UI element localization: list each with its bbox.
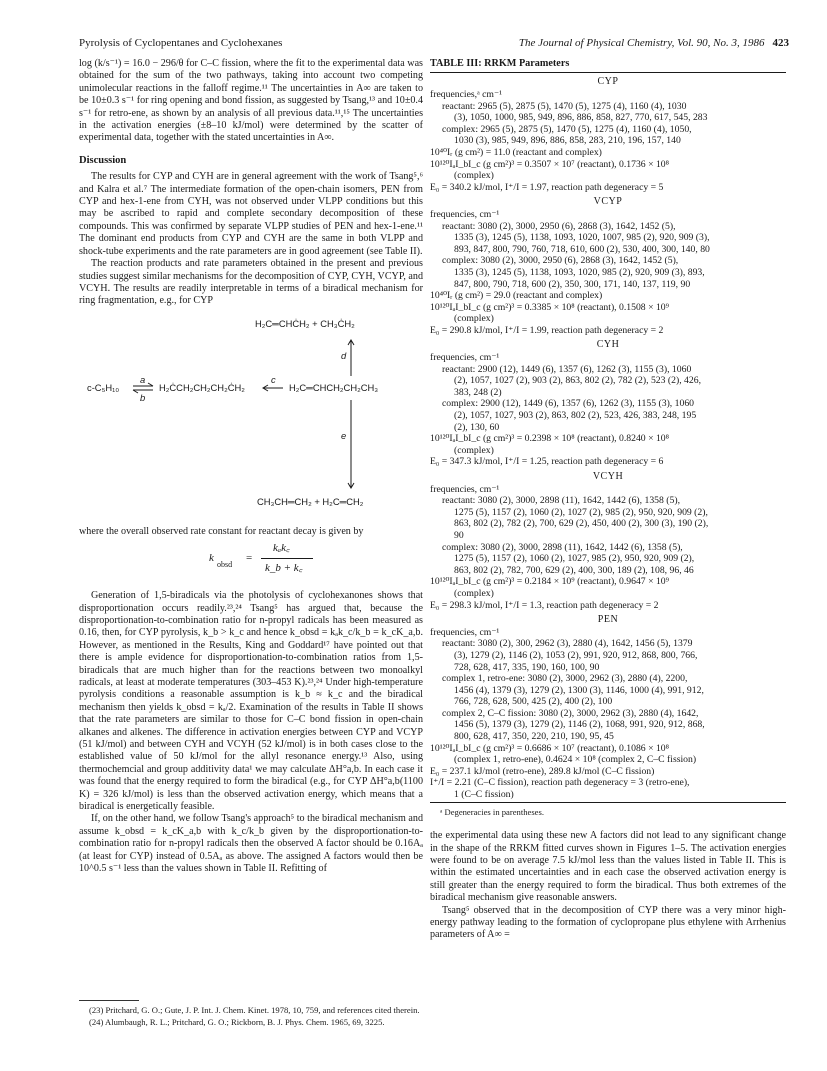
table-row: 1456 (5), 1379 (3), 1279 (2), 1146 (2), 1068, 991, 920, 912, 868,: [454, 719, 705, 731]
table-section-heading: VCYP: [593, 196, 623, 208]
reference-24: (24) Alumbaugh, R. L.; Pritchard, G. O.; Rickborn, B. J. Phys. Chem. 1965, 69, 3225.: [89, 1017, 385, 1028]
table-bottom-rule: [430, 802, 786, 803]
table-row: reactant: 2965 (5), 2875 (5), 1470 (5), 1275 (4), 1160 (4), 1030: [442, 100, 687, 112]
equation-denominator: k_b + k꜀: [265, 562, 303, 575]
table-row: 766, 728, 628, 500, 425 (2), 400 (2), 100: [454, 696, 613, 708]
running-header-title: Pyrolysis of Cyclopentanes and Cyclohexanes: [79, 37, 283, 49]
left-column: [79, 58, 423, 875]
table-row: (complex 1, retro-ene), 0.4624 × 10⁸ (complex 2, C–C fission): [454, 754, 697, 766]
reaction-arrows: [79, 312, 423, 524]
table-row: frequencies,ᵃ cm⁻¹: [430, 89, 502, 100]
table-row: complex 2, C–C fission: 3080 (2), 3000, 2962 (3), 2880 (4), 1642,: [442, 707, 699, 719]
journal-citation: The Journal of Physical Chemistry, Vol. 90, No. 3, 1986: [518, 37, 765, 49]
table-row: complex: 2900 (12), 1449 (6), 1357 (6), 1262 (3), 1155 (3), 1060: [442, 398, 695, 410]
table-section-heading: CYH: [596, 339, 620, 351]
table-row: 893, 847, 800, 790, 760, 718, 610, 600 (2), 530, 400, 300, 140, 80: [454, 243, 710, 255]
paragraph: the experimental data using these new A factors did not lead to any significant change in the shape of the RRKM fitted curves shown in Figures 1–5. The activation energies were found to be on average 7.5 kJ/mol less than the values listed in Table II. This is within the estimated uncertainties and in each case the observed activation energy is still greater than the energy required to form the biradical. Thus both extremes of the biradical mechanism give reasonable answers.: [430, 830, 786, 904]
table-row: 863, 802 (2), 782, 700, 629 (2), 400, 300, 189 (2), 108, 96, 46: [454, 564, 694, 576]
table-row: 10¹²⁰IₐI_bI_c (g cm²)³ = 0.3385 × 10⁸ (reactant), 0.1508 × 10⁹: [430, 301, 670, 313]
section-heading-discussion: Discussion: [79, 154, 127, 166]
scheme-label-c: c: [271, 373, 276, 385]
equation-numerator: kₐk꜀: [273, 542, 290, 555]
table-row: (complex): [454, 313, 494, 325]
scheme-label-d: d: [341, 349, 347, 361]
table-row: (complex): [454, 587, 494, 599]
scheme-label-b: b: [140, 391, 146, 403]
table-row: E₀ = 298.3 kJ/mol, I⁺/I = 1.3, reaction path degeneracy = 2: [430, 599, 659, 611]
table-row: 90: [454, 529, 464, 541]
table-row: 10¹²⁰IₐI_bI_c (g cm²)³ = 0.2398 × 10⁸ (reactant), 0.8240 × 10⁸: [430, 433, 670, 445]
paragraph: Tsang⁵ observed that in the decomposition of CYP there was a very minor high-energy pathway leading to the formation of cyclopropane plus ethylene with Arrhenius parameters of A∞ =: [430, 904, 786, 941]
scheme-biradical: H₂ĊCH₂CH₂CH₂ĊH₂: [159, 381, 245, 393]
scheme-label-a: a: [140, 373, 146, 385]
table-row: E₀ = 340.2 kJ/mol, I⁺/I = 1.97, reaction path degeneracy = 5: [430, 181, 664, 193]
paragraph: where the overall observed rate constant for reactant decay is given by: [79, 525, 364, 537]
table-row: reactant: 3080 (2), 300, 2962 (3), 2880 (4), 1642, 1456 (5), 1379: [442, 638, 693, 650]
table-row: 10⁴⁰Iᵣ (g cm²) = 11.0 (reactant and complex): [430, 146, 602, 158]
equation-lhs-subscript: obsd: [217, 560, 233, 570]
reference-23: (23) Pritchard, G. O.; Gute, J. P. Int. J. Chem. Kinet. 1978, 10, 759, and references cited therein.: [89, 1005, 420, 1015]
paragraph: log (k/s⁻¹) = 16.0 − 296/θ for C–C fission, where the fit to the experimental data was obtained for the sum of the two pathways, taking into account two competing unimolecular reactions in the falloff regime.¹¹ The uncertainties in A∞ are taken to be 10±0.3 s⁻¹ for ring opening and bond fission, as suggested by Tsang,¹³ and 10±0.4 s⁻¹ for retro-ene, as shown by an analysis of all previous data.¹¹,¹⁵ The uncertainties in the activation energies (±8–10 kJ/mol) were determined by the scatter of experimental data, together with the stated uncertainties in A∞.: [79, 58, 423, 144]
paragraph: If, on the other hand, we follow Tsang's approach⁵ to the biradical mechanism and assume k_obsd = k_cK_a,b with k_c/k_b given by the disproportionation-to-combination ratio for n-propyl radicals then the observed A factor should be 0.16Aₐ (at least for CYP) instead of 0.5Aₐ as above. The assigned A factors would then be 10^0.5 s⁻¹ less than the values shown in Table II. Refitting of: [79, 813, 423, 875]
table-row: 1275 (5), 1157 (2), 1060 (2), 1027, 985 (2), 950, 920, 909 (2),: [454, 553, 695, 565]
paragraph: The results for CYP and CYH are in general agreement with the work of Tsang⁵,⁶ and Kalra et al.⁷ The intermediate formation of the open-chain isomers, PEN from CYP and hex-1-ene from CYH, was not observed under VLPP conditions but this may be ascribed to rapid and complete secondary decomposition of these compounds. This was confirmed by separate VLPP studies of PEN and hex-1-ene.¹¹ The dominant end products from CYP and CYH are the same in both VLPP and shock-tube experiments and the rate parameters are in good agreement (see Table II).: [79, 171, 423, 257]
table-row: (complex): [454, 170, 494, 182]
table-row: 1275 (5), 1157 (2), 1060 (2), 1027 (2), 985 (2), 950, 920, 909 (2),: [454, 506, 708, 518]
table-section-heading: VCYH: [592, 471, 624, 482]
scheme-bottom-products: CH₃CH═CH₂ + H₂C═CH₂: [257, 495, 364, 507]
table-row: (2), 130, 60: [454, 421, 500, 433]
table-row: 10¹²⁰IₐI_bI_c (g cm²)³ = 0.2184 × 10⁹ (reactant), 0.9647 × 10⁹: [430, 576, 670, 588]
table-row: I⁺/I = 2.21 (C–C fission), reaction path degeneracy = 3 (retro-ene),: [430, 777, 690, 789]
running-header-journal: [519, 37, 789, 49]
table-row: complex: 3080 (2), 3000, 2898 (11), 1642, 1442 (6), 1358 (5),: [442, 541, 683, 553]
table-row: 863, 802 (2), 782 (2), 700, 629 (2), 450, 400 (2), 300 (3), 190 (2),: [454, 518, 709, 530]
table-row: (complex): [454, 444, 494, 456]
fraction-bar: [261, 558, 313, 559]
table-row: 1456 (4), 1379 (3), 1279 (2), 1300 (3), 1146, 1000 (4), 991, 912,: [454, 684, 704, 696]
table-row: complex: 2965 (5), 2875 (5), 1470 (5), 1275 (4), 1160 (4), 1050,: [442, 123, 692, 135]
table-row: 383, 248 (2): [454, 386, 502, 398]
table-row: reactant: 2900 (12), 1449 (6), 1357 (6), 1262 (3), 1155 (3), 1060: [442, 363, 692, 375]
table-row: (3), 1050, 1000, 985, 949, 896, 886, 858, 827, 770, 617, 545, 283: [454, 112, 708, 124]
scheme-top-products: H₂C═CHĊH₂ + CH₃ĊH₂: [255, 317, 355, 329]
table-row: 10¹²⁰IₐI_bI_c (g cm²)³ = 0.6686 × 10⁷ (reactant), 0.1086 × 10⁸: [430, 742, 670, 754]
scheme-label-e: e: [341, 429, 347, 441]
table-row: E₀ = 237.1 kJ/mol (retro-ene), 289.8 kJ/mol (C–C fission): [430, 765, 655, 777]
scheme-pentene: H₂C═CHCH₂CH₂CH₃: [289, 381, 379, 393]
table-row: complex 1, retro-ene: 3080 (2), 3000, 2962 (3), 2880 (4), 2200,: [442, 673, 688, 685]
table-row: 1030 (3), 985, 949, 896, 886, 858, 283, 210, 196, 157, 140: [454, 135, 681, 147]
table-row: frequencies, cm⁻¹: [430, 208, 500, 220]
table-row: E₀ = 290.8 kJ/mol, I⁺/I = 1.99, reaction path degeneracy = 2: [430, 324, 664, 336]
scheme-reactant: c-C₅H₁₀: [87, 381, 120, 393]
table-section-heading: PEN: [597, 614, 619, 626]
table-row: (2), 1057, 1027 (2), 903 (2), 863, 802 (2), 782 (2), 523 (2), 426,: [454, 375, 701, 387]
equation-equals: =: [246, 552, 253, 565]
table-row: 1 (C–C fission): [454, 789, 514, 801]
page-number: 423: [772, 37, 789, 49]
table-row: 1335 (3), 1245 (5), 1138, 1093, 1020, 985 (2), 920, 909 (3), 893,: [454, 266, 705, 278]
paragraph: The reaction products and rate parameters obtained in the present and previous studies suggest similar mechanisms for the decomposition of CYP, CYH, VCYP, and VCYH. The results are readily interpretable in terms of a biradical mechanism for ring fragmentation, e.g., for CYP: [79, 258, 423, 307]
table-row: 728, 628, 417, 335, 190, 160, 100, 90: [454, 661, 600, 673]
rate-equation: [79, 540, 423, 584]
table-footnote: ᵃ Degeneracies in parentheses.: [440, 806, 544, 817]
table-row: frequencies, cm⁻¹: [430, 483, 500, 495]
footnote-references: [79, 1000, 423, 1030]
table-row: 847, 800, 790, 718, 600 (2), 350, 300, 171, 140, 137, 119, 90: [454, 278, 691, 290]
table-row: 10⁴⁰Iᵣ (g cm²) = 29.0 (reactant and complex): [430, 290, 603, 302]
table-row: reactant: 3080 (2), 3000, 2898 (11), 1642, 1442 (6), 1358 (5),: [442, 495, 681, 507]
paragraph: Generation of 1,5-biradicals via the photolysis of cyclohexanones shows that disproportionation occurs readily.²³,²⁴ Tsang⁵ has argued that, because the disproportionation-to-combination ratio for n-propyl radicals has been measured as 0.16, then, for CYP pyrolysis, k_b > k_c and hence k_obsd = kₐk_c/k_b = k_cK_a,b. However, as mentioned in the Results, King and Goddard¹⁷ have pointed out that there is ample evidence for disproportionation-to-combination ratios from 1,5-biradicals that are much higher than for the reactions between two monoalkyl radicals, at least at moderate temperatures (303–453 K).²³,²⁴ Under high-temperature pyrolysis conditions a reasonable assumption is k_b ≈ k_c and the biradical mechanism then yields k_obsd = kₐ/2. Examination of the results in Table II shows that the rate parameters are similar to those for C–C bond fission in open-chain alkanes and alkenes. The difference in activation energies between CYP and VCYP (51 kJ/mol) and between CYH and VCYH (52 kJ/mol) is in both cases close to the established value of 50 kJ/mol for the allyl resonance energy.¹³ Also, using thermochemcial and group additivity data¹ we may calculate ΔH°a,b. In each case it was found that the energy required to form the biradical (e.g., for CYP ΔH°a,b(1100 K) = 326 kJ/mol) is less than the observed activation energy, which means that a biradical is energetically feasible.: [79, 590, 423, 813]
rrkm-table: [430, 76, 786, 800]
footnote-divider: [79, 1000, 139, 1001]
table-row: 10¹²⁰IₐI_bI_c (g cm²)³ = 0.3507 × 10⁷ (reactant), 0.1736 × 10⁸: [430, 158, 670, 170]
right-column: [430, 58, 786, 942]
table-row: complex: 3080 (2), 3000, 2950 (6), 2868 (3), 1642, 1452 (5),: [442, 255, 679, 267]
reaction-scheme: [79, 312, 423, 524]
table-row: E₀ = 347.3 kJ/mol, I⁺/I = 1.25, reaction path degeneracy = 6: [430, 456, 664, 468]
table-row: (2), 1057, 1027, 903 (2), 863, 802 (2), 523, 426, 383, 248, 195: [454, 410, 697, 422]
table-row: frequencies, cm⁻¹: [430, 352, 500, 364]
table-row: 800, 628, 417, 350, 220, 210, 190, 95, 45: [454, 731, 614, 743]
table-row: frequencies, cm⁻¹: [430, 626, 500, 638]
table-title: TABLE III: RRKM Parameters: [430, 58, 570, 69]
table-top-rule: [430, 72, 786, 73]
table-row: 1335 (3), 1245 (5), 1138, 1093, 1020, 1007, 985 (2), 920, 909 (3),: [454, 232, 710, 244]
right-column-text: [430, 830, 786, 942]
table-row: reactant: 3080 (2), 3000, 2950 (6), 2868 (3), 1642, 1452 (5),: [442, 220, 676, 232]
equation-lhs: k: [209, 552, 214, 565]
table-section-heading: CYP: [597, 76, 619, 88]
table-row: (3), 1279 (2), 1146 (2), 1053 (2), 991, 920, 912, 868, 800, 766,: [454, 649, 698, 661]
